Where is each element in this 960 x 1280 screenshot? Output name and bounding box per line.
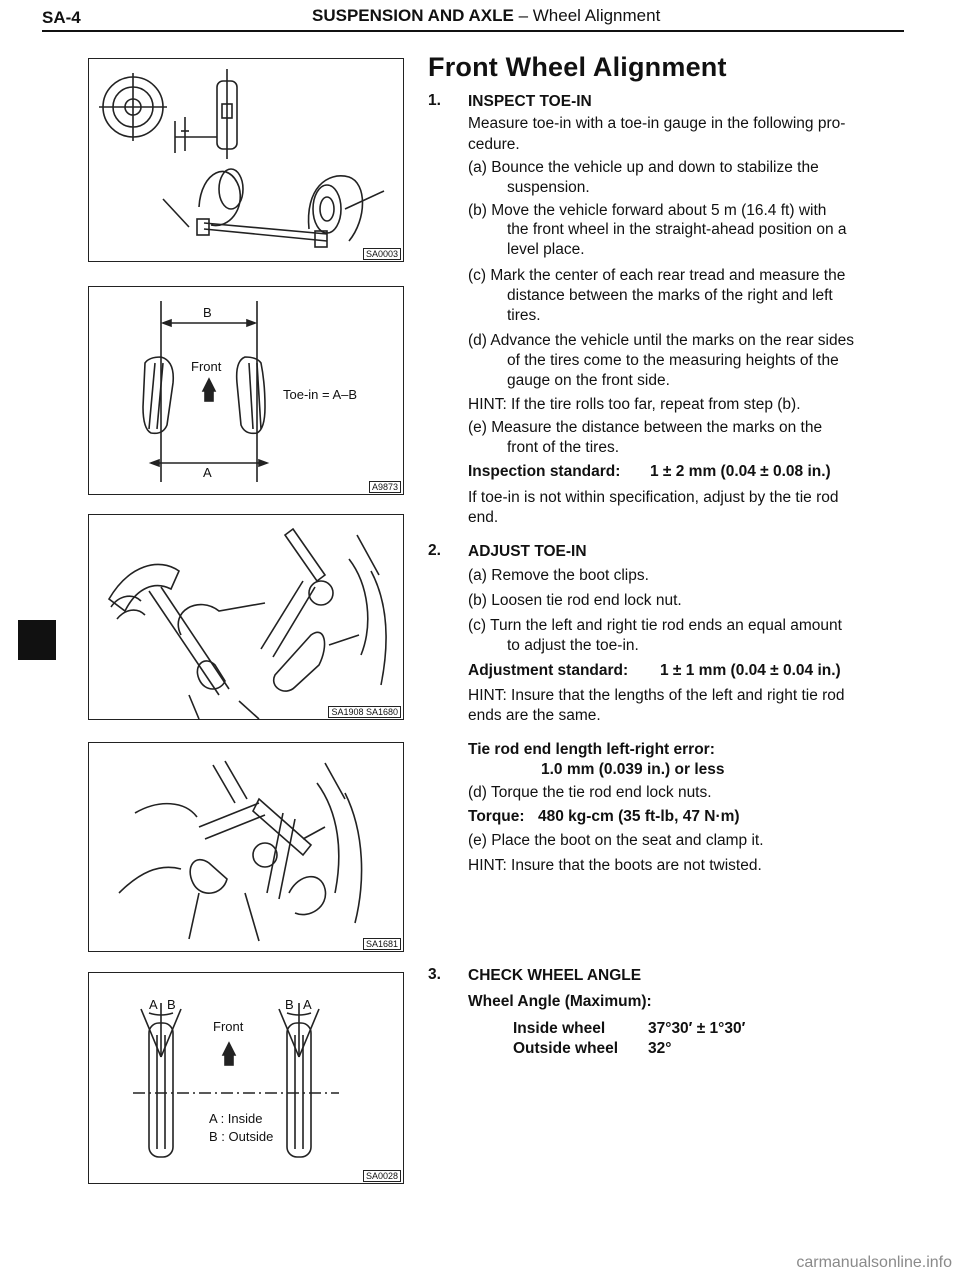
wheel-angle-subheading: Wheel Angle (Maximum): bbox=[468, 993, 652, 1010]
step-1-note-cont: end. bbox=[468, 509, 499, 526]
label-a: A bbox=[203, 465, 212, 480]
step-1-note: If toe-in is not within specification, adjust by the tie rod bbox=[468, 489, 839, 506]
subsection-name: – Wheel Alignment bbox=[518, 6, 661, 25]
step-2-hint-cont: ends are the same. bbox=[468, 707, 601, 724]
inspection-standard-label: Inspection standard: bbox=[468, 463, 621, 480]
legend-inside: A : Inside bbox=[209, 1111, 263, 1126]
step-2-number: 2. bbox=[428, 542, 441, 559]
page-id: SA-4 bbox=[42, 8, 81, 27]
step-1b: (b) Move the vehicle forward about 5 m (16.4 ft) with bbox=[468, 202, 827, 219]
adjustment-standard-label: Adjustment standard: bbox=[468, 662, 629, 679]
front-label: Front bbox=[191, 359, 222, 374]
inspection-standard-value: 1 ± 2 mm (0.04 ± 0.08 in.) bbox=[650, 463, 831, 480]
gauge-illustration bbox=[89, 59, 403, 261]
label-b-left: B bbox=[167, 997, 176, 1012]
step-1e-cont: front of the tires. bbox=[507, 439, 619, 456]
step-1e: (e) Measure the distance between the marks on the bbox=[468, 419, 823, 436]
tie-rod-wrench-illustration bbox=[89, 515, 403, 719]
outside-wheel-value: 32° bbox=[648, 1040, 672, 1057]
step-1-intro: Measure toe-in with a toe-in gauge in the following pro- bbox=[468, 115, 846, 132]
step-1-number: 1. bbox=[428, 92, 441, 109]
step-3-heading: CHECK WHEEL ANGLE bbox=[468, 967, 642, 984]
step-2b: (b) Loosen tie rod end lock nut. bbox=[468, 592, 682, 609]
wheel-angle-svg bbox=[89, 973, 403, 1183]
inside-wheel-label: Inside wheel bbox=[513, 1020, 606, 1037]
tie-rod-error-value: 1.0 mm (0.039 in.) or less bbox=[541, 761, 725, 778]
figure-code: SA1908 SA1680 bbox=[328, 706, 401, 718]
torque-value: 480 kg-cm (35 ft-lb, 47 N·m) bbox=[538, 808, 740, 825]
step-2c-cont: to adjust the toe-in. bbox=[507, 637, 639, 654]
step-2e: (e) Place the boot on the seat and clamp it. bbox=[468, 832, 764, 849]
step-1b-cont2: level place. bbox=[507, 241, 585, 258]
step-1d-cont2: gauge on the front side. bbox=[507, 372, 670, 389]
figure-toe-in-gauge bbox=[88, 58, 404, 262]
step-2-hint: HINT: Insure that the lengths of the left and right tie rod bbox=[468, 687, 845, 704]
tie-rod-error-label: Tie rod end length left-right error: bbox=[468, 741, 715, 758]
label-a-right: A bbox=[303, 997, 312, 1012]
label-a-left: A bbox=[149, 997, 158, 1012]
figure-loosen-lock-nut bbox=[88, 514, 404, 720]
footer-watermark: carmanualsonline.info bbox=[796, 1254, 952, 1271]
figure-code: SA0028 bbox=[363, 1170, 401, 1182]
step-1c-cont2: tires. bbox=[507, 307, 541, 324]
step-1-hint: HINT: If the tire rolls too far, repeat from step (b). bbox=[468, 396, 801, 413]
figure-code: A9873 bbox=[369, 481, 401, 493]
figure-code: SA0003 bbox=[363, 248, 401, 260]
section-name: SUSPENSION AND AXLE bbox=[312, 6, 514, 25]
figure-code: SA1681 bbox=[363, 938, 401, 950]
step-1-intro-cont: cedure. bbox=[468, 136, 520, 153]
step-2a: (a) Remove the boot clips. bbox=[468, 567, 649, 584]
step-1c-cont: distance between the marks of the right and left bbox=[507, 287, 833, 304]
adjustment-standard-value: 1 ± 1 mm (0.04 ± 0.04 in.) bbox=[660, 662, 841, 679]
torque-wrench-illustration bbox=[89, 743, 403, 951]
step-2c: (c) Turn the left and right tie rod ends an equal amount bbox=[468, 617, 842, 634]
figure-wheel-angle bbox=[88, 972, 404, 1184]
toe-in-formula: Toe-in = A–B bbox=[283, 387, 358, 402]
step-1b-cont: the front wheel in the straight-ahead position on a bbox=[507, 221, 847, 238]
step-2d: (d) Torque the tie rod end lock nuts. bbox=[468, 784, 712, 801]
inside-wheel-value: 37°30′ ± 1°30′ bbox=[648, 1020, 746, 1037]
step-1-heading: INSPECT TOE-IN bbox=[468, 93, 592, 110]
step-1d: (d) Advance the vehicle until the marks on the rear sides bbox=[468, 332, 854, 349]
label-b-right: B bbox=[285, 997, 294, 1012]
label-b: B bbox=[203, 305, 212, 320]
step-1c: (c) Mark the center of each rear tread and measure the bbox=[468, 267, 846, 284]
figure-torque-lock-nuts bbox=[88, 742, 404, 952]
step-2-hint2: HINT: Insure that the boots are not twisted. bbox=[468, 857, 762, 874]
torque-label: Torque: bbox=[468, 808, 525, 825]
page-title: Front Wheel Alignment bbox=[428, 52, 727, 82]
figure-toe-in-diagram bbox=[88, 286, 404, 495]
outside-wheel-label: Outside wheel bbox=[513, 1040, 619, 1057]
legend-outside: B : Outside bbox=[209, 1129, 274, 1144]
step-1a-cont: suspension. bbox=[507, 179, 590, 196]
step-1d-cont: of the tires come to the measuring heights of the bbox=[507, 352, 839, 369]
step-3-number: 3. bbox=[428, 966, 441, 983]
step-2-heading: ADJUST TOE-IN bbox=[468, 543, 587, 560]
page-header bbox=[42, 4, 904, 32]
step-1a: (a) Bounce the vehicle up and down to stabilize the bbox=[468, 159, 819, 176]
front-label: Front bbox=[213, 1019, 244, 1034]
section-title bbox=[312, 6, 660, 26]
section-tab-marker bbox=[18, 620, 56, 660]
